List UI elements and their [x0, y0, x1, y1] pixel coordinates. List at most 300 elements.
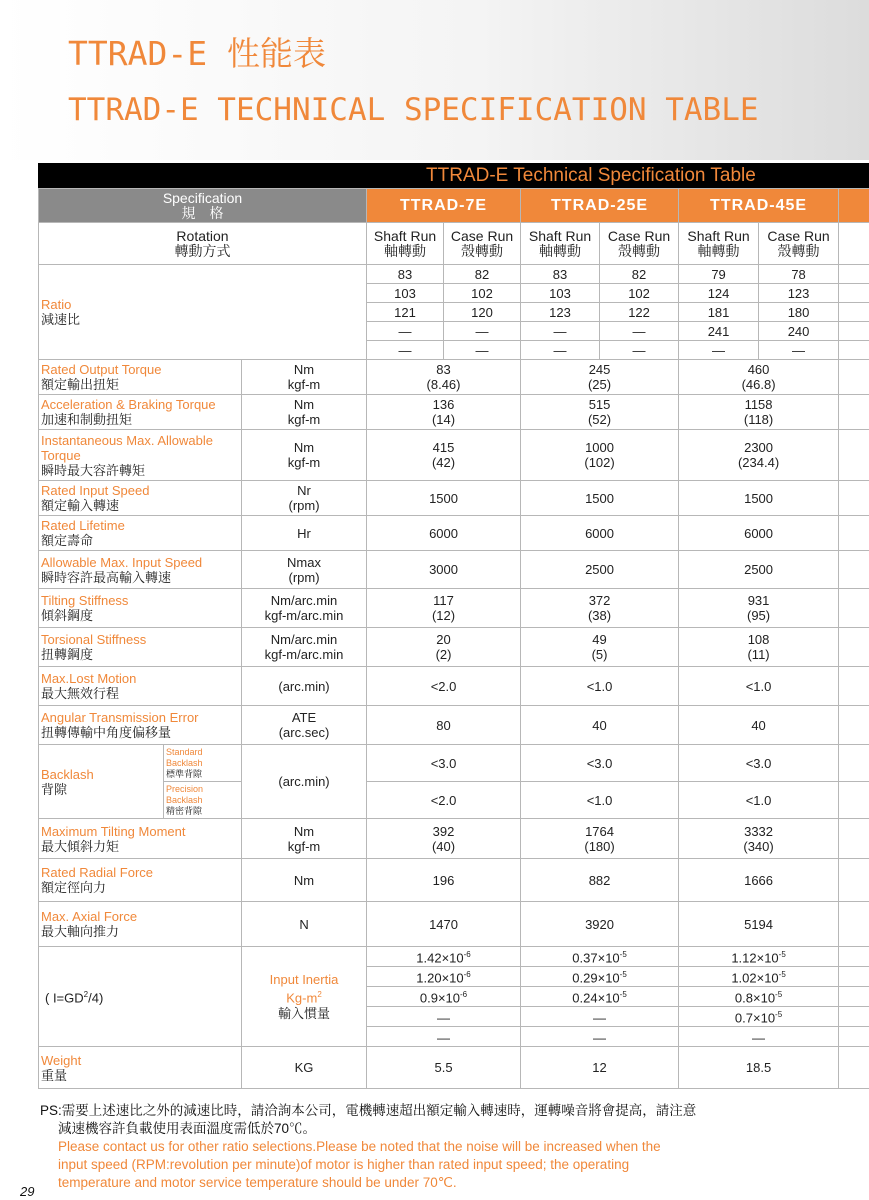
ratio-text: —: [553, 323, 567, 339]
unit-text: (arc.min): [278, 774, 330, 789]
ratio-text: 121: [394, 304, 416, 320]
unit-cell: [242, 551, 367, 589]
row-label-zh: 扭轉傳輸中角度偏移量: [41, 725, 172, 740]
value-text: <2.0: [430, 678, 457, 694]
value-cell: [521, 481, 679, 516]
value-text: <2.0: [430, 792, 457, 808]
unit-cell: [242, 516, 367, 551]
value-cell: [367, 667, 521, 706]
ratio-value: [367, 303, 444, 322]
value-text: 1500: [429, 490, 458, 506]
formula-sup: 2: [83, 990, 89, 1000]
edge-cell: [839, 706, 869, 745]
inertia-mantissa: —: [593, 1030, 607, 1046]
value-cell: [367, 628, 521, 667]
rotation-en: Rotation: [176, 227, 229, 244]
note-en-line2: input speed (RPM:revolution per minute)of motor is higher than rated input speed; the operating: [58, 1157, 630, 1172]
spec-table: [38, 188, 869, 1089]
ratio-value: [759, 341, 839, 360]
case-run-header: [759, 223, 839, 265]
unit-cell: [242, 902, 367, 947]
ratio-label-zh: 減速比: [41, 312, 81, 327]
value-cell: [521, 745, 679, 782]
value-cell: [367, 589, 521, 628]
value-cell: [521, 395, 679, 430]
row-label-zh: 額定輸出扭矩: [41, 377, 120, 392]
value-cell: [679, 430, 839, 481]
edge-cell: [839, 967, 869, 987]
value-cell: [521, 859, 679, 902]
value-text: (52): [587, 412, 612, 427]
inertia-value: [367, 1027, 521, 1047]
value-text: 6000: [429, 525, 458, 541]
unit-text: Nm/arc.min: [270, 632, 338, 647]
backlash-row: [39, 782, 869, 819]
row-label-en: Max. Axial Force: [41, 909, 138, 924]
ratio-text: 240: [787, 323, 810, 339]
value-text: 415: [432, 440, 455, 455]
unit-cell: [242, 360, 367, 395]
value-cell: [367, 745, 521, 782]
inertia-mantissa: —: [437, 1010, 451, 1026]
table-row: [39, 481, 869, 516]
edge-cell: [839, 1027, 869, 1047]
shaft-run-header: [521, 223, 600, 265]
edge-cell: [839, 223, 869, 265]
value-text: 460: [747, 362, 770, 377]
inertia-mantissa: —: [593, 1010, 607, 1026]
row-label-en: Rated Input Speed: [41, 483, 150, 498]
row-label-en: Rated Output Torque: [41, 362, 162, 377]
inertia-value: [679, 947, 839, 967]
row-label-zh: 傾斜鋼度: [41, 608, 94, 623]
edge-cell: [839, 551, 869, 589]
weight-label-zh: 重量: [41, 1067, 68, 1083]
ratio-value: [759, 322, 839, 341]
unit-cell: [242, 628, 367, 667]
case_run-en: Case Run: [607, 227, 671, 244]
ratio-value: [367, 284, 444, 303]
unit-cell: [242, 589, 367, 628]
backlash-row: [39, 745, 869, 782]
ratio-text: 122: [628, 304, 650, 320]
row-label: [39, 819, 242, 859]
ratio-value: [521, 265, 600, 284]
value-text: (118): [743, 412, 774, 427]
ratio-value: [521, 303, 600, 322]
value-text: 117: [433, 593, 454, 608]
row-label-en: Rated Radial Force: [41, 865, 153, 880]
row-label: [39, 706, 242, 745]
ratio-text: 79: [711, 266, 726, 282]
row-label-zh: 最大無效行程: [41, 686, 120, 701]
value-text: 5194: [744, 916, 774, 932]
inertia-value: [521, 947, 679, 967]
value-text: 372: [588, 593, 611, 608]
ratio-text: —: [712, 342, 726, 358]
edge-cell: [839, 947, 869, 967]
value-text: 3000: [429, 562, 458, 577]
unit-cell: [242, 667, 367, 706]
precision-backlash-en: Precision Backlash: [166, 783, 204, 805]
shaft_run-en: Shaft Run: [687, 227, 750, 244]
value-text: (340): [743, 838, 774, 854]
edge-cell: [839, 516, 869, 551]
inertia-mantissa: 1.12×10: [731, 950, 779, 966]
ratio-value: [444, 341, 521, 360]
inertia-unit-wrap: [244, 987, 364, 1005]
edge-cell: [839, 430, 869, 481]
edge-cell: [839, 819, 869, 859]
value-cell: [367, 360, 521, 395]
inertia-exponent: -5: [778, 970, 786, 980]
value-cell: [679, 481, 839, 516]
inertia-unit-sup: 2: [317, 990, 322, 1000]
case_run-en: Case Run: [450, 227, 514, 244]
value-text: <1.0: [586, 678, 613, 694]
row-label: [39, 628, 242, 667]
inertia-value: [679, 1007, 839, 1027]
ratio-label: [39, 265, 367, 360]
model-name: TTRAD-45E: [710, 197, 808, 214]
row-label-en: Torsional Stiffness: [41, 632, 147, 647]
formula-text: ( I=GD: [45, 990, 84, 1006]
edge-cell: [839, 481, 869, 516]
ratio-text: —: [398, 323, 412, 339]
shaft_run-en: Shaft Run: [373, 227, 437, 244]
rotation-header: [39, 223, 367, 265]
value-text: 882: [588, 872, 611, 888]
shaft-run-header: [367, 223, 444, 265]
inertia-exponent: -5: [775, 990, 783, 1000]
backlash-label-zh: 背隙: [41, 781, 68, 797]
value-text: <3.0: [430, 755, 457, 771]
model-name: TTRAD-25E: [551, 197, 649, 214]
unit-text: kgf-m: [287, 455, 321, 470]
unit-text: (rpm): [288, 569, 320, 585]
value-text: 392: [432, 823, 455, 839]
ratio-text: 124: [707, 285, 730, 301]
value-text: 515: [588, 397, 611, 412]
shaft-run-header: [679, 223, 759, 265]
value-cell: [679, 819, 839, 859]
row-label-en: Acceleration & Braking Torque: [41, 397, 216, 412]
value-text: (12): [431, 608, 456, 623]
ratio-value: [521, 284, 600, 303]
value-text: (46.8): [741, 377, 776, 392]
value-cell: [521, 430, 679, 481]
row-label-zh: 額定輸入轉速: [41, 498, 120, 513]
unit-text: Nmax: [287, 554, 321, 570]
inertia-mantissa: 1.20×10: [416, 970, 464, 986]
ratio-value: [444, 265, 521, 284]
value-text: <1.0: [586, 792, 613, 808]
ratio-value: [679, 303, 759, 322]
value-text: (42): [431, 455, 456, 470]
standard-backlash-label: [164, 745, 242, 782]
value-cell: [367, 551, 521, 589]
value-text: (25): [587, 377, 612, 392]
weight-row: [39, 1047, 869, 1089]
ratio-value: [444, 284, 521, 303]
shaft_run-zh: 軸轉動: [384, 242, 427, 259]
shaft_run-en: Shaft Run: [528, 227, 592, 244]
value-cell: [679, 1047, 839, 1089]
edge-cell: [839, 782, 869, 819]
row-label: [39, 360, 242, 395]
ratio-text: —: [553, 342, 567, 358]
value-text: 1500: [585, 490, 614, 506]
header-band: [0, 0, 869, 160]
ratio-text: —: [475, 342, 489, 358]
weight-label: [39, 1047, 242, 1089]
value-cell: [521, 819, 679, 859]
case_run-zh: 殼轉動: [461, 242, 504, 259]
ratio-value: [679, 265, 759, 284]
unit-cell: [242, 819, 367, 859]
value-cell: [521, 706, 679, 745]
unit-cell: [242, 481, 367, 516]
value-cell: [679, 859, 839, 902]
value-text: (5): [591, 647, 608, 662]
ratio-text: 78: [791, 266, 806, 282]
ratio-text: —: [398, 342, 412, 358]
unit-text: (arc.min): [278, 678, 330, 694]
unit-text: kgf-m: [287, 377, 321, 392]
unit-text: KG: [294, 1060, 314, 1075]
value-cell: [367, 706, 521, 745]
value-cell: [679, 395, 839, 430]
value-cell: [367, 819, 521, 859]
inertia-value: [679, 967, 839, 987]
backlash-unit: [242, 745, 367, 819]
row-label-en: Rated Lifetime: [41, 518, 125, 533]
unit-cell: [242, 859, 367, 902]
inertia-exponent: -6: [463, 970, 471, 980]
inertia-mantissa: 0.29×10: [572, 970, 620, 986]
edge-cell: [839, 341, 869, 360]
edge-cell: [839, 859, 869, 902]
row-label-zh: 瞬時容許最高輸入轉速: [41, 569, 172, 585]
ratio-text: 103: [394, 285, 416, 301]
value-text: 6000: [744, 525, 774, 541]
unit-text: kgf-m/arc.min: [264, 647, 344, 662]
value-cell: [679, 782, 839, 819]
inertia-label-en: Input Inertia: [269, 972, 339, 988]
edge-cell: [839, 667, 869, 706]
inertia-value: [521, 987, 679, 1007]
model-header: [679, 189, 839, 223]
shaft_run-zh: 軸轉動: [697, 242, 740, 259]
edge-cell: [839, 284, 869, 303]
inertia-value: [521, 1007, 679, 1027]
inertia-value: [679, 987, 839, 1007]
value-cell: [521, 589, 679, 628]
value-text: (14): [431, 412, 456, 427]
table-caption: TTRAD-E Technical Specification Table: [426, 165, 756, 186]
unit-text: N: [299, 916, 309, 932]
value-text: (40): [431, 838, 456, 854]
inertia-mantissa: 0.8×10: [734, 990, 776, 1006]
value-cell: [521, 516, 679, 551]
value-text: (102): [584, 455, 615, 470]
inertia-value: [679, 1027, 839, 1047]
value-text: 1000: [585, 440, 614, 455]
edge-cell: [839, 265, 869, 284]
inertia-value: [367, 967, 521, 987]
value-cell: [679, 589, 839, 628]
row-label-zh: 額定徑向力: [41, 880, 107, 895]
unit-text: Hr: [297, 525, 311, 541]
value-cell: [521, 1047, 679, 1089]
inertia-mantissa: —: [437, 1030, 451, 1046]
value-cell: [679, 551, 839, 589]
row-label: [39, 859, 242, 902]
inertia-value: [367, 1007, 521, 1027]
value-text: 2300: [744, 440, 774, 455]
value-text: 18.5: [745, 1060, 772, 1075]
value-text: 1158: [744, 397, 773, 412]
value-text: 12: [592, 1060, 607, 1075]
row-label-en: Angular Transmission Error: [41, 710, 199, 725]
inertia-unit-text: Kg-m: [286, 990, 318, 1006]
table-row: [39, 667, 869, 706]
shaft_run-zh: 軸轉動: [539, 242, 582, 259]
inertia-mantissa: 0.24×10: [572, 990, 620, 1006]
ratio-text: —: [632, 342, 646, 358]
unit-text: kgf-m: [287, 412, 321, 427]
value-cell: [679, 360, 839, 395]
value-text: (234.4): [737, 455, 780, 470]
page-title-en: TTRAD-E TECHNICAL SPECIFICATION TABLE: [68, 92, 759, 128]
inertia-mantissa: 0.37×10: [572, 950, 620, 966]
row-label-en: Max.Lost Motion: [41, 671, 137, 686]
value-cell: [679, 706, 839, 745]
ratio-text: 82: [631, 266, 647, 282]
ratio-text: —: [792, 342, 806, 358]
value-text: <3.0: [586, 755, 613, 771]
unit-text: Nr: [297, 483, 311, 498]
weight-label-en: Weight: [41, 1052, 82, 1068]
case_run-zh: 殼轉動: [618, 242, 661, 259]
edge-cell: [839, 303, 869, 322]
value-text: (11): [747, 647, 770, 662]
inertia-label-zh: 輸入慣量: [278, 1005, 331, 1021]
row-label-en: Instantaneous Max. Allowable Torque: [41, 432, 213, 463]
backlash-label-en: Backlash: [41, 766, 94, 782]
value-text: 3332: [744, 823, 774, 839]
value-text: (38): [587, 608, 612, 623]
inertia-exponent: -6: [463, 950, 471, 960]
table-row: [39, 395, 869, 430]
ratio-text: —: [475, 323, 489, 339]
inertia-exponent: -5: [619, 950, 627, 960]
value-text: 1764: [585, 823, 614, 839]
case_run-zh: 殼轉動: [777, 242, 820, 259]
ratio-text: 181: [707, 304, 730, 320]
value-text: 83: [436, 362, 451, 377]
value-text: <1.0: [745, 678, 772, 694]
row-label: [39, 589, 242, 628]
row-label: [39, 481, 242, 516]
model-header-edge: [839, 189, 869, 223]
value-cell: [367, 782, 521, 819]
unit-cell: [242, 395, 367, 430]
value-text: (2): [435, 647, 452, 662]
row-label: [39, 551, 242, 589]
ratio-text: 102: [471, 285, 493, 301]
case_run-en: Case Run: [767, 227, 830, 244]
ratio-text: 82: [474, 266, 490, 282]
backlash-label: [39, 745, 164, 819]
inertia-mantissa: 1.42×10: [416, 950, 464, 966]
model-header: [367, 189, 521, 223]
table-row: [39, 819, 869, 859]
edge-cell: [839, 987, 869, 1007]
ratio-value: [759, 303, 839, 322]
value-text: (180): [584, 838, 615, 854]
value-cell: [367, 516, 521, 551]
unit-text: Nm: [293, 397, 315, 412]
spec-header-zh: 規 格: [181, 204, 224, 221]
ratio-value: [444, 322, 521, 341]
value-text: 1500: [744, 490, 774, 506]
unit-cell: [242, 430, 367, 481]
row-label-en: Maximum Tilting Moment: [41, 823, 186, 839]
edge-cell: [839, 360, 869, 395]
ratio-value: [679, 322, 759, 341]
row-label: [39, 430, 242, 481]
inertia-mantissa: 1.02×10: [731, 970, 779, 986]
ratio-text: 83: [397, 266, 413, 282]
value-cell: [367, 481, 521, 516]
unit-text: kgf-m/arc.min: [264, 608, 344, 623]
row-label: [39, 395, 242, 430]
value-cell: [679, 628, 839, 667]
value-cell: [679, 902, 839, 947]
ratio-value: [600, 284, 679, 303]
ratio-value: [367, 322, 444, 341]
rotation-zh: 轉動方式: [174, 242, 231, 259]
table-caption-bar: [38, 163, 869, 188]
ratio-text: 103: [549, 285, 571, 301]
row-label-zh: 最大軸向推力: [41, 924, 120, 939]
header-row-models: [39, 189, 869, 223]
ratio-value: [521, 341, 600, 360]
inertia-formula: [39, 947, 242, 1047]
ratio-value: [759, 284, 839, 303]
row-label-zh: 額定壽命: [41, 533, 94, 548]
value-text: 196: [432, 872, 455, 888]
inertia-mantissa: —: [752, 1030, 766, 1046]
row-label: [39, 516, 242, 551]
ratio-text: 120: [471, 304, 493, 320]
ratio-value: [600, 265, 679, 284]
ratio-value: [521, 322, 600, 341]
table-row: [39, 706, 869, 745]
row-label-zh: 加速和制動扭矩: [41, 412, 133, 427]
table-row: [39, 589, 869, 628]
ratio-value: [600, 341, 679, 360]
unit-text: Nm: [293, 823, 315, 839]
value-cell: [521, 628, 679, 667]
ratio-value: [600, 303, 679, 322]
edge-cell: [839, 902, 869, 947]
value-text: 2500: [744, 562, 774, 577]
value-cell: [679, 745, 839, 782]
weight-unit: [242, 1047, 367, 1089]
value-cell: [679, 667, 839, 706]
